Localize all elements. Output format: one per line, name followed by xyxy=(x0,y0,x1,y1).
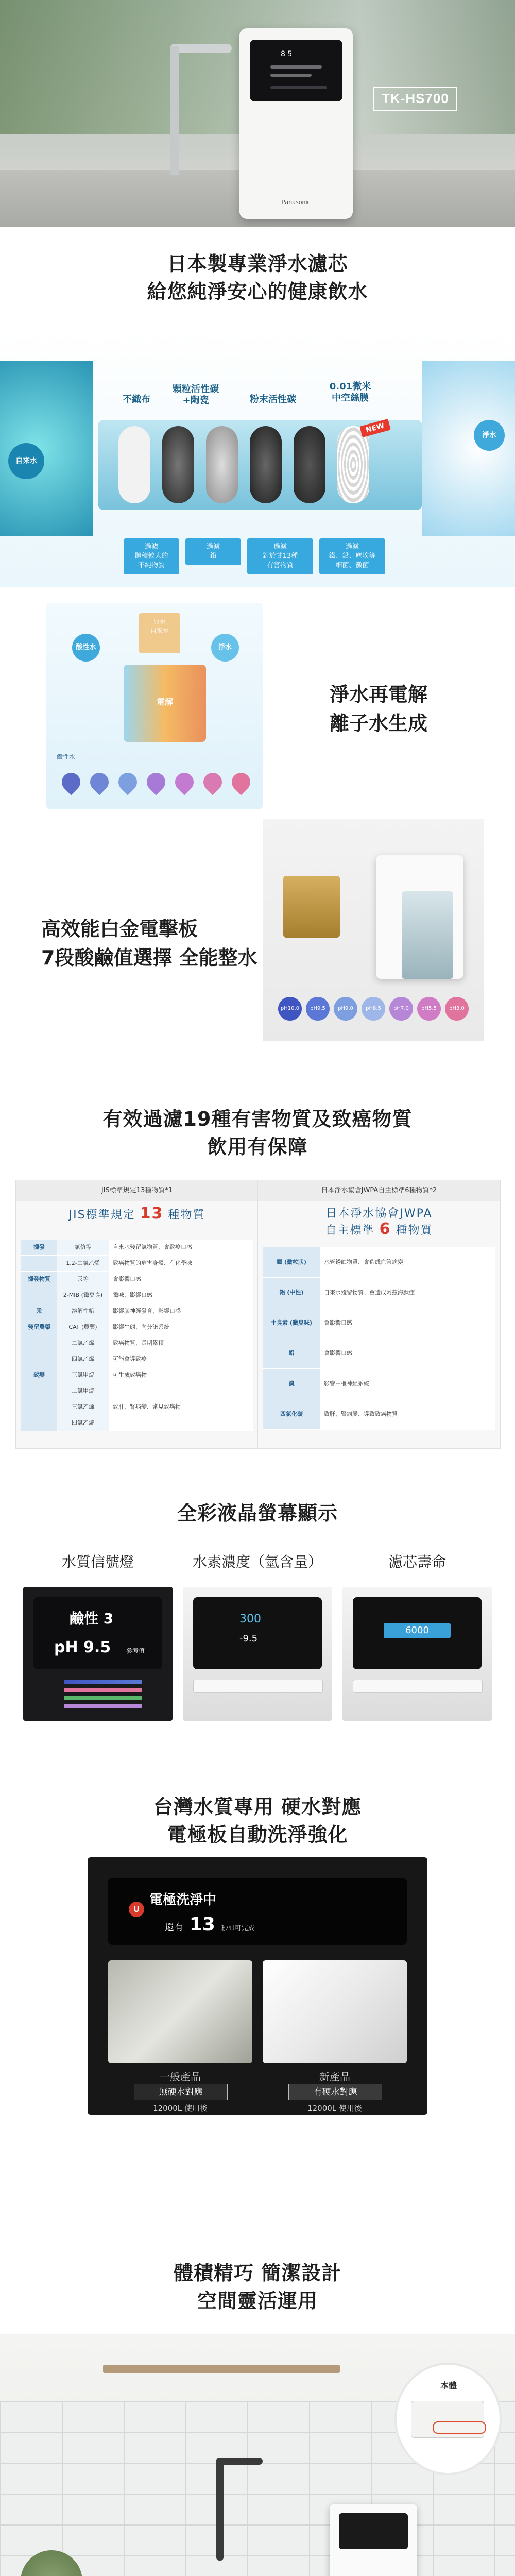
hero-faucet-spout xyxy=(170,44,232,53)
table-row xyxy=(263,1247,495,1278)
inset-highlight xyxy=(433,2421,486,2434)
table-cell-desc: 可能會導致癌 xyxy=(109,1351,253,1367)
table-cell-desc: 致肝、腎病變、常見致癌物 xyxy=(109,1399,253,1415)
lcd-2-val: 300 xyxy=(239,1613,261,1625)
electrolysis-heading xyxy=(330,680,427,738)
table-cell-category: 揮發物質 xyxy=(21,1272,57,1287)
table-row xyxy=(21,1335,253,1351)
filter-layer-ceramic xyxy=(206,426,238,503)
table-row xyxy=(263,1278,495,1308)
jis-left-head: JIS標準規定13種物質*1 xyxy=(16,1180,258,1201)
clean-remain-prefix: 還有 xyxy=(165,1922,183,1933)
table-cell-desc: 可生成致癌物 xyxy=(109,1367,253,1383)
platinum-image xyxy=(263,819,484,1041)
jis-left-sub-prefix: JIS標準規定 xyxy=(68,1209,135,1222)
table-cell-name: 二氯甲烷 xyxy=(57,1383,109,1399)
clean-head-text: 電極洗淨中 xyxy=(149,1892,217,1908)
lcd-bar xyxy=(64,1704,142,1708)
jis-left-grid xyxy=(21,1240,253,1431)
table-cell-name: 2-MIB (霉臭臭) xyxy=(57,1287,109,1303)
ph-drop-icon xyxy=(143,769,169,795)
clean-screen xyxy=(108,1878,407,1945)
table-cell-name: 汞等 xyxy=(57,1272,109,1287)
jis-title xyxy=(0,1105,515,1161)
alkaline-label: 鹼性水 xyxy=(57,753,76,760)
table-cell-desc: 水管銹蝕物質、會造成血管病變 xyxy=(320,1247,495,1277)
table-cell-desc: 會影響口感 xyxy=(320,1338,495,1368)
hero-brand: Panasonic xyxy=(282,199,311,206)
filter-layer-granular xyxy=(162,426,194,503)
filter-note-3: 過濾 對於甘13種 有害物質 xyxy=(247,538,313,574)
table-row xyxy=(263,1308,495,1338)
lcd-title: 全彩液晶螢幕顯示 xyxy=(177,1502,338,1524)
jis-right-table xyxy=(258,1180,501,1449)
ph-drop: pH7.0 xyxy=(389,997,413,1021)
table-cell-desc xyxy=(109,1415,253,1431)
table-cell-name: CAT (農藥) xyxy=(57,1319,109,1335)
table-cell-name: 三氯甲烷 xyxy=(57,1367,109,1383)
ph-drop: pH3.0 xyxy=(445,997,469,1021)
lcd-screen-1 xyxy=(33,1597,162,1669)
sink-faucet xyxy=(216,2458,224,2561)
cleaning-u-icon: U xyxy=(129,1902,144,1917)
table-cell-category xyxy=(21,1287,57,1303)
jis-title-line2: 飲用有保障 xyxy=(207,1136,308,1158)
compact-device xyxy=(330,2504,417,2576)
label-hollow: 0.01微米 中空絲膜 xyxy=(329,381,371,403)
outlet-bubble: 淨水 xyxy=(474,420,505,451)
clean-title-line2: 電極板自動洗淨強化 xyxy=(167,1823,348,1846)
ph-drop-icon xyxy=(115,769,141,795)
lcd-button-row xyxy=(353,1680,483,1693)
table-cell-category: 溴 xyxy=(263,1369,320,1399)
ph-drop: pH5.5 xyxy=(417,997,441,1021)
ph-drop-icon xyxy=(58,769,84,795)
platinum-device-core xyxy=(402,891,453,979)
table-row xyxy=(21,1351,253,1367)
label-powder: 粉末活性碳 xyxy=(250,394,296,405)
clean-title-line1: 台灣水質專用 硬水對應 xyxy=(153,1795,362,1818)
jis-left-sub-suffix: 種物質 xyxy=(168,1209,205,1222)
ph-drop: pH8.5 xyxy=(362,997,385,1021)
table-cell-desc: 會影響口感 xyxy=(109,1272,253,1287)
platinum-line2: 7段酸鹼值選擇 全能整水 xyxy=(41,946,258,969)
old-product-label: 一般產品 xyxy=(160,2071,201,2083)
lcd-1-unit: 參考值 xyxy=(126,1647,145,1654)
compact-device-screen xyxy=(339,2513,408,2549)
hero-faucet-pipe xyxy=(170,46,179,175)
table-cell-category: 鉛 xyxy=(263,1338,320,1368)
inset-label: 本體 xyxy=(440,2381,457,2391)
jis-left-table xyxy=(15,1180,259,1449)
table-cell-category: 鐵 (微粒狀) xyxy=(263,1247,320,1277)
table-cell-name: 四氯乙烷 xyxy=(57,1415,109,1431)
table-row xyxy=(263,1338,495,1369)
jis-left-sub xyxy=(16,1206,258,1223)
table-cell-name: 四氯乙烯 xyxy=(57,1351,109,1367)
new-badge: NEW xyxy=(359,419,390,437)
tap-water-label: 自來水 xyxy=(150,627,169,634)
table-row xyxy=(263,1399,495,1430)
hero-screen-bar-2 xyxy=(270,74,312,77)
hero-model-label: TK-HS700 xyxy=(373,87,457,111)
lcd-image-3 xyxy=(342,1587,492,1721)
jis-left-sub-num: 13 xyxy=(140,1205,164,1223)
table-cell-desc: 霉味、影響口感 xyxy=(109,1287,253,1303)
jis-right-sub-num: 6 xyxy=(379,1220,391,1238)
filter-note-2: 過濾 鉛 xyxy=(185,538,241,565)
filter-title-line1: 日本製專業淨水濾芯 xyxy=(167,252,348,275)
electrolysis-section xyxy=(0,603,515,809)
ph-drop: pH9.0 xyxy=(334,997,357,1021)
filter-note-4: 過濾 鐵、鉛、塵埃等 細菌、黴菌 xyxy=(319,538,385,574)
filter-layer-hollow xyxy=(337,426,369,503)
old-product-tag: 無硬水對應 xyxy=(134,2084,228,2100)
table-cell-desc: 自來水殘留物質、會造成阿茲海默症 xyxy=(320,1278,495,1308)
platinum-section xyxy=(0,819,515,1046)
filter-title-line2: 給您純淨安心的健康飲水 xyxy=(147,280,368,303)
jis-right-sub-suffix: 種物質 xyxy=(396,1224,433,1237)
table-cell-category xyxy=(21,1335,57,1351)
sink-faucet-spout xyxy=(216,2458,263,2465)
ph-drop-row xyxy=(278,997,474,1023)
table-cell-category xyxy=(21,1383,57,1399)
jis-title-line1: 有效過濾19種有害物質及致癌物質 xyxy=(102,1108,413,1130)
table-cell-desc: 致肝、腎病變、導致致癌物質 xyxy=(320,1399,495,1429)
filter-layer-powder-2 xyxy=(294,426,325,503)
table-cell-category xyxy=(21,1399,57,1415)
new-product-tag: 有硬水對應 xyxy=(288,2084,382,2100)
jis-right-grid xyxy=(263,1247,495,1430)
table-cell-category: 四氯化碳 xyxy=(263,1399,320,1429)
hero-section xyxy=(0,0,515,227)
electrolyzer-core xyxy=(124,665,206,742)
table-cell-name: 三氯乙烯 xyxy=(57,1399,109,1415)
jis-right-sub xyxy=(258,1206,500,1239)
lcd-caption-1: 水質信號燈 xyxy=(61,1553,134,1570)
hero-screen-bar-3 xyxy=(270,86,327,89)
lcd-section xyxy=(0,1551,515,1731)
filter-section xyxy=(0,330,515,587)
lcd-screen-3 xyxy=(353,1597,482,1669)
clean-section xyxy=(0,1857,515,2115)
table-cell-desc: 會影響口感 xyxy=(320,1308,495,1338)
clean-title xyxy=(0,1793,515,1849)
old-electrode-photo xyxy=(108,1960,252,2063)
pure-water-circle: 淨水 xyxy=(211,634,239,662)
table-row xyxy=(263,1369,495,1399)
table-row xyxy=(21,1415,253,1431)
inset-detail xyxy=(397,2365,500,2473)
table-cell-name: 氯仿等 xyxy=(57,1240,109,1255)
platinum-heading xyxy=(41,914,258,972)
electrolysis-diagram xyxy=(46,603,263,809)
compact-title-line2: 空間靈活運用 xyxy=(197,2290,318,2312)
ph-drop-icon xyxy=(228,769,254,795)
electrolysis-line1: 淨水再電解 xyxy=(330,683,428,706)
lcd-button-row xyxy=(193,1680,323,1693)
platinum-line1: 高效能白金電擊板 xyxy=(41,918,198,940)
table-cell-category xyxy=(21,1415,57,1431)
table-cell-category: 土臭素 (黴臭味) xyxy=(263,1308,320,1338)
table-row xyxy=(21,1287,253,1303)
table-row xyxy=(21,1272,253,1287)
lcd-bar xyxy=(64,1696,142,1700)
jis-right-head: 日本淨水協會JWPA自主標準6種物質*2 xyxy=(258,1180,500,1201)
ph-drop: pH10.0 xyxy=(278,997,302,1021)
compact-section xyxy=(0,2334,515,2576)
compact-title-line1: 體積精巧 簡潔設計 xyxy=(173,2262,342,2284)
lcd-bar xyxy=(64,1680,142,1684)
filter-note-1: 過濾 體積較大的 不純物質 xyxy=(124,538,179,574)
table-cell-desc: 影響生態、內分泌系統 xyxy=(109,1319,253,1335)
filter-layer-nonwoven xyxy=(118,426,150,503)
lcd-image-2 xyxy=(183,1587,332,1721)
table-row xyxy=(21,1319,253,1335)
lcd-caption-2: 水素濃度（氫含量） xyxy=(192,1553,322,1570)
label-nonwoven: 不織布 xyxy=(123,394,150,405)
table-cell-desc: 致癌物質、長期累積 xyxy=(109,1335,253,1351)
raw-water-label: 原水 xyxy=(153,618,166,625)
lcd-1-main: 鹼性 3 xyxy=(70,1610,114,1627)
ph-drop-icon xyxy=(171,769,198,795)
lcd-caption-3: 濾芯壽命 xyxy=(388,1553,446,1570)
table-cell-desc: 影響腦神經發育、影響口感 xyxy=(109,1303,253,1319)
table-cell-desc xyxy=(109,1383,253,1399)
filter-title xyxy=(0,250,515,306)
table-cell-category: 揮發 xyxy=(21,1240,57,1255)
lcd-3-val: 6000 xyxy=(384,1623,451,1638)
jis-right-sub-mid: 自主標準 xyxy=(325,1224,375,1237)
table-cell-category: 殘留農藥 xyxy=(21,1319,57,1335)
table-cell-desc: 自來水殘留氯物質、會致癌口感 xyxy=(109,1240,253,1255)
electrolyzer-label: 電解 xyxy=(156,697,173,707)
filter-layer-powder xyxy=(250,426,282,503)
compact-title xyxy=(0,2259,515,2315)
lcd-1-ph: pH 9.5 xyxy=(54,1638,111,1656)
clean-remain-suffix: 秒即可完成 xyxy=(221,1925,255,1933)
table-cell-desc: 影響中樞神經系統 xyxy=(320,1369,495,1399)
clean-remain-num: 13 xyxy=(189,1914,215,1935)
new-product-label: 新產品 xyxy=(319,2071,350,2083)
lcd-2-sub: -9.5 xyxy=(239,1633,258,1644)
clean-head xyxy=(129,1889,217,1914)
ph-drop: pH9.5 xyxy=(306,997,330,1021)
lcd-screen-2 xyxy=(193,1597,322,1669)
inlet-bubble: 自來水 xyxy=(8,443,44,479)
table-cell-category xyxy=(21,1256,57,1271)
table-row xyxy=(21,1367,253,1383)
table-row xyxy=(21,1303,253,1319)
shelf xyxy=(103,2365,340,2373)
clean-remaining xyxy=(165,1914,255,1935)
table-cell-category: 致癌 xyxy=(21,1367,57,1383)
acid-water-circle: 酸性水 xyxy=(72,634,100,662)
table-cell-category xyxy=(21,1351,57,1367)
table-cell-name: 二氯乙烯 xyxy=(57,1335,109,1351)
electrolysis-line2: 離子水生成 xyxy=(330,712,428,735)
table-cell-category: 汞 xyxy=(21,1303,57,1319)
lcd-image-1 xyxy=(23,1587,173,1721)
clean-panel xyxy=(88,1857,427,2115)
hero-screen-bar-1 xyxy=(270,65,322,69)
table-cell-name: 1,2-二氯乙烯 xyxy=(57,1256,109,1271)
table-row xyxy=(21,1240,253,1256)
table-row xyxy=(21,1256,253,1272)
ph-drop-icon xyxy=(200,769,226,795)
table-cell-desc: 致癌物質的危害身體、有化學味 xyxy=(109,1256,253,1271)
platinum-device xyxy=(376,855,464,979)
pure-water-splash xyxy=(422,361,515,536)
label-granular: 顆粒活性碳 +陶瓷 xyxy=(173,384,219,406)
ph-drop-icon xyxy=(87,769,113,795)
lcd-bar xyxy=(64,1688,142,1692)
hero-screen-line: 8 5 xyxy=(281,50,293,58)
table-cell-category: 鋁 (中性) xyxy=(263,1278,320,1308)
table-row xyxy=(21,1399,253,1415)
raw-water-box xyxy=(139,613,180,653)
platinum-plate-icon xyxy=(283,876,340,938)
table-row xyxy=(21,1383,253,1399)
table-cell-name: 溶解性鉛 xyxy=(57,1303,109,1319)
hero-device-screen xyxy=(250,40,342,101)
old-product-usage: 12000L 使用後 xyxy=(153,2104,208,2113)
hero-device xyxy=(239,28,353,219)
jis-right-sub-prefix: 日本淨水協會JWPA xyxy=(325,1207,433,1220)
new-product-usage: 12000L 使用後 xyxy=(307,2104,362,2113)
jis-section xyxy=(0,1180,515,1453)
new-electrode-photo xyxy=(263,1960,407,2063)
